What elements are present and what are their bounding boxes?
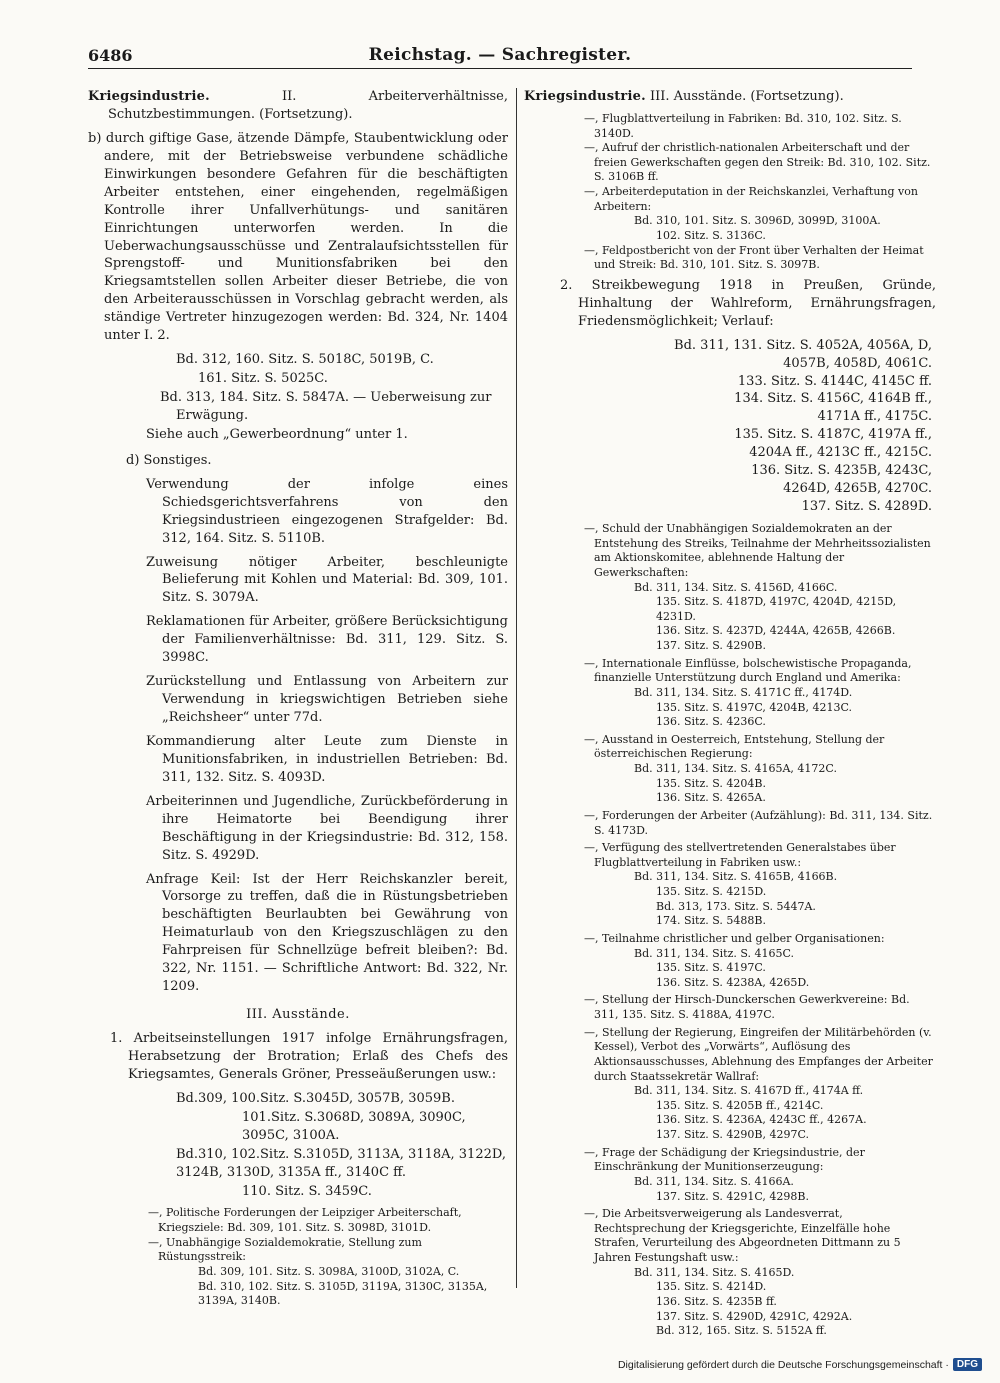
item-2-sub-ref: Bd. 311, 134. Sitz. S. 4171C ff., 4174D. xyxy=(634,685,853,699)
page-number: 6486 xyxy=(88,46,133,65)
item-2-subs xyxy=(524,522,936,1339)
item-1-sub-ref: Bd. 310, 102. Sitz. S. 3105D, 3119A, 3130C, 3135A, 3139A, 3140B. xyxy=(198,1279,488,1308)
item-1-ref: 110. Sitz. S. 3459C. xyxy=(242,1183,372,1199)
item-2-sub: —, Verfügung des stellvertretenden Generalstabes über Flugblattverteilung in Fabriken usw.: xyxy=(584,841,896,869)
item-2-sub: —, Internationale Einflüsse, bolschewistische Propaganda, finanzielle Unterstützung durch England und Amerika: xyxy=(584,656,912,685)
item-2-sub-ref: Bd. 311, 134. Sitz. S. 4166A. xyxy=(634,1174,794,1188)
right-top-item: —, Flugblattverteilung in Fabriken: Bd. 310, 102. Sitz. S. 3140D. xyxy=(584,111,902,140)
item-1-sub: —, Politische Forderungen der Leipziger Arbeiterschaft, Kriegsziele: Bd. 309, 101. Sitz. S. 3098D, 3101D. xyxy=(148,1206,462,1235)
item-2-ref: 134. Sitz. S. 4156C, 4164B ff., 4171A ff., 4175C. xyxy=(734,391,932,425)
item-b-ref: Bd. 312, 160. Sitz. S. 5018C, 5019B, C. xyxy=(176,352,434,368)
item-2-sub: —, Die Arbeitsverweigerung als Landesverrat, Rechtsprechung der Kriegsgerichte, Einzelfälle hohe Strafen, Verurteilung des Abgeordneten Dittmann zu 5 Jahren Festungshaft usw.: xyxy=(584,1207,901,1264)
item-2-sub-ref: Bd. 313, 173. Sitz. S. 5447A. xyxy=(656,899,816,913)
column-divider xyxy=(516,88,517,1288)
left-head-text: II. Arbeiterverhältnisse, Schutzbestimmungen. (Fortsetzung). xyxy=(108,89,508,122)
item-1-sub: —, Unabhängige Sozialdemokratie, Stellung zum Rüstungsstreik: xyxy=(148,1235,422,1264)
dfg-logo: DFG xyxy=(953,1358,982,1371)
item-d-entry: Zuweisung nötiger Arbeiter, beschleunigte Belieferung mit Kohlen und Material: Bd. 309, 101. Sitz. S. 3079A. xyxy=(146,554,508,606)
item-2-ref: Bd. 311, 131. Sitz. S. 4052A, 4056A, D, 4057B, 4058D, 4061C. xyxy=(674,337,932,371)
item-2-sub-ref: Bd. 311, 134. Sitz. S. 4165A, 4172C. xyxy=(634,762,837,775)
item-2-ref: 136. Sitz. S. 4235B, 4243C, 4264D, 4265B, 4270C. xyxy=(751,463,932,497)
item-2-sub: —, Frage der Schädigung der Kriegsindustrie, der Einschränkung der Munitionserzeugung: xyxy=(584,1145,865,1174)
item-2-sub-ref: 136. Sitz. S. 4236C. xyxy=(656,715,766,729)
see-also: Siehe auch „Gewerbeordnung“ unter 1. xyxy=(146,426,408,442)
item-d-entry: Reklamationen für Arbeiter, größere Berücksichtigung der Familienverhältnisse: Bd. 311, 129. Sitz. S. 3998C. xyxy=(146,614,508,666)
section-title: III. Ausstände. xyxy=(246,1007,350,1023)
item-2-ref: 137. Sitz. S. 4289D. xyxy=(801,499,932,515)
right-column xyxy=(524,88,936,1338)
item-2-ref: 133. Sitz. S. 4144C, 4145C ff. xyxy=(737,373,932,389)
item-2-sub: —, Ausstand in Oesterreich, Entstehung, Stellung der österreichischen Regierung: xyxy=(584,732,885,761)
item-2-sub: —, Forderungen der Arbeiter (Aufzählung): Bd. 311, 134. Sitz. S. 4173D. xyxy=(584,808,933,837)
item-2-sub: —, Schuld der Unabhängigen Sozialdemokraten an der Entstehung des Streiks, Teilnahme der Mehrheitssozialisten am Aktionskomitee, ablehnende Haltung der Gewerkschaften: xyxy=(584,522,931,579)
item-2-ref: 135. Sitz. S. 4187C, 4197A ff., 4204A ff., 4213C ff., 4215C. xyxy=(734,427,932,461)
item-2-sub-ref: 136. Sitz. S. 4235B ff. xyxy=(656,1294,777,1308)
item-2-sub-ref: 135. Sitz. S. 4205B ff., 4214C. xyxy=(656,1098,824,1112)
item-2-sub-ref: Bd. 311, 134. Sitz. S. 4165D. xyxy=(634,1265,795,1279)
item-d-head: d) Sonstiges. xyxy=(126,452,212,468)
item-2-text: 2. Streikbewegung 1918 in Preußen, Gründe, Hinhaltung der Wahlreform, Ernährungsfragen, Friedensmöglichkeit; Verlauf: xyxy=(560,277,936,329)
item-1-text: 1. Arbeitseinstellungen 1917 infolge Ernährungsfragen, Herabsetzung der Brotration; Erlaß des Chefs des Kriegsamtes, Generals Gröner, Presseäußerungen usw.: xyxy=(110,1031,508,1082)
item-2-sub-ref: Bd. 311, 134. Sitz. S. 4165C. xyxy=(634,946,795,960)
item-2-sub-ref: 135. Sitz. S. 4197C, 4204B, 4213C. xyxy=(656,700,852,714)
item-2-sub-ref: Bd. 311, 134. Sitz. S. 4156D, 4166C. xyxy=(634,580,838,594)
item-2-sub-ref: 135. Sitz. S. 4197C. xyxy=(656,961,766,975)
right-head-text: III. Ausstände. (Fortsetzung). xyxy=(645,89,844,104)
item-2-sub: —, Teilnahme christlicher und gelber Organisationen: xyxy=(584,931,885,945)
item-2-sub-ref: Bd. 312, 165. Sitz. S. 5152A ff. xyxy=(656,1324,827,1338)
item-2-sub-ref: 137. Sitz. S. 4290B, 4297C. xyxy=(656,1128,809,1141)
item-d-entry: Kommandierung alter Leute zum Dienste in Munitionsfabriken, in industriellen Betrieben: Bd. 311, 132. Sitz. S. 4093D. xyxy=(146,733,508,785)
item-b-ref: 161. Sitz. S. 5025C. xyxy=(198,371,328,387)
item-2-sub-ref: 135. Sitz. S. 4215D. xyxy=(656,885,767,898)
item-2-sub-ref: 135. Sitz. S. 4204B. xyxy=(656,776,766,790)
item-b-ref: Bd. 313, 184. Sitz. S. 5847A. — Ueberweisung zur Erwägung. xyxy=(160,390,492,423)
item-2-sub-ref: 136. Sitz. S. 4237D, 4244A, 4265B, 4266B. xyxy=(656,624,896,638)
footer-credit xyxy=(618,1358,982,1371)
item-2-sub-ref: 136. Sitz. S. 4236A, 4243C ff., 4267A. xyxy=(656,1113,867,1127)
item-d-entry: Arbeiterinnen und Jugendliche, Zurückbeförderung in ihre Heimatorte bei Beendigung ihrer Beschäftigung in der Kriegsindustrie: Bd. 312, 158. Sitz. S. 4929D. xyxy=(146,793,508,863)
item-2-sub-ref: 135. Sitz. S. 4187D, 4197C, 4204D, 4215D, 4231D. xyxy=(656,595,897,623)
item-2-sub-ref: 136. Sitz. S. 4265A. xyxy=(656,791,766,805)
item-2-sub-ref: 136. Sitz. S. 4238A, 4265D. xyxy=(656,975,810,989)
right-top-item: —, Aufruf der christlich-nationalen Arbeiterschaft und der freien Gewerkschaften gegen den Streik: Bd. 310, 102. Sitz. S. 3106B ff. xyxy=(584,141,931,184)
item-2-sub-ref: 174. Sitz. S. 5488B. xyxy=(656,914,766,928)
item-1-sub-ref: Bd. 309, 101. Sitz. S. 3098A, 3100D, 3102A, C. xyxy=(198,1264,460,1278)
item-2-refs xyxy=(524,337,936,516)
right-top-ref: Bd. 310, 101. Sitz. S. 3096D, 3099D, 3100A. xyxy=(634,214,881,228)
right-top-item: —, Arbeiterdeputation in der Reichskanzlei, Verhaftung von Arbeitern: xyxy=(584,185,918,213)
item-2-sub-ref: Bd. 311, 134. Sitz. S. 4167D ff., 4174A ff. xyxy=(634,1084,864,1098)
item-2-sub-ref: 137. Sitz. S. 4290D, 4291C, 4292A. xyxy=(656,1309,853,1323)
footer-text: Digitalisierung gefördert durch die Deutsche Forschungsgemeinschaft · xyxy=(617,1358,949,1371)
right-top-ref: 102. Sitz. S. 3136C. xyxy=(656,228,766,242)
right-top-item: —, Feldpostbericht von der Front über Verhalten der Heimat und Streik: Bd. 310, 101. Sitz. S. 3097B. xyxy=(584,243,924,272)
item-2-sub-ref: 137. Sitz. S. 4290B. xyxy=(656,639,766,652)
left-column xyxy=(88,88,508,1318)
item-1-ref: 101.Sitz. S.3068D, 3089A, 3090C, 3095C, 3100A. xyxy=(242,1109,466,1143)
item-2-sub-ref: Bd. 311, 134. Sitz. S. 4165B, 4166B. xyxy=(634,870,838,884)
item-b-text: b) durch giftige Gase, ätzende Dämpfe, Staubentwicklung oder andere, mit der Betriebsweise verbundene schädliche Einwirkungen besondere Gefahren für die beschäftigten Arbeiter entstehen, einer eingehenden, regelmäßigen Kontrolle ihrer Unfallverhütungs- und sanitären Einrichtungen unterworfen werden. In die Ueberwachungsausschüsse und Zentralaufsichtsstellen für Sprengstoff- und Munitionsfabriken bei den Kriegsamtstellen sollen Arbeiter dieser Betriebe, die von den Arbeiterausschüssen in Vorschlag gebracht werden, als ständige Vertreter hinzugezogen werden: Bd. 324, Nr. 1404 unter I. 2. xyxy=(88,130,508,344)
item-2-sub: —, Stellung der Regierung, Eingreifen der Militärbehörden (v. Kessel), Verbot des „Vorwärts“, Auflösung des Aktionsausschusses, Ablehnung des Empfanges der Arbeiter durch Staatssekretär Wallraf: xyxy=(584,1025,933,1083)
right-head-title: Kriegsindustrie. xyxy=(524,89,646,104)
right-section-head xyxy=(524,88,936,106)
item-2-sub-ref: 135. Sitz. S. 4214D. xyxy=(656,1280,767,1294)
item-d-entry: Anfrage Keil: Ist der Herr Reichskanzler bereit, Vorsorge zu treffen, daß die in Rüstungsbetrieben beschäftigten Beurlaubten bei Gewährung von Heimaturlaub von den Kriegszuschlägen zu den Fahrpreisen für Schnellzüge befreit bleiben?: Bd. 322, Nr. 1151. — Schriftliche Antwort: Bd. 322, Nr. 1209. xyxy=(146,871,508,995)
left-section-head xyxy=(88,88,508,124)
page-header xyxy=(88,44,912,69)
item-d-entry: Verwendung der infolge eines Schiedsgerichtsverfahrens von den Kriegsindustrieen eingezogenen Strafgelder: Bd. 312, 164. Sitz. S. 5110B. xyxy=(146,476,508,546)
item-d-entry: Zurückstellung und Entlassung von Arbeitern zur Verwendung in kriegswichtigen Betrieben siehe „Reichsheer“ unter 77d. xyxy=(146,674,508,725)
running-head: Reichstag. — Sachregister. xyxy=(368,45,632,65)
item-2-sub-ref: 137. Sitz. S. 4291C, 4298B. xyxy=(656,1189,809,1203)
item-1-ref: Bd.309, 100.Sitz. S.3045D, 3057B, 3059B. xyxy=(176,1090,455,1106)
item-2-sub: —, Stellung der Hirsch-Dunckerschen Gewerkvereine: Bd. 311, 135. Sitz. S. 4188A, 4197C. xyxy=(584,993,910,1021)
item-d-list xyxy=(88,476,508,996)
item-1-ref: Bd.310, 102.Sitz. S.3105D, 3113A, 3118A, 3122D, 3124B, 3130D, 3135A ff., 3140C ff. xyxy=(176,1146,506,1180)
left-head-title: Kriegsindustrie. xyxy=(88,89,210,104)
